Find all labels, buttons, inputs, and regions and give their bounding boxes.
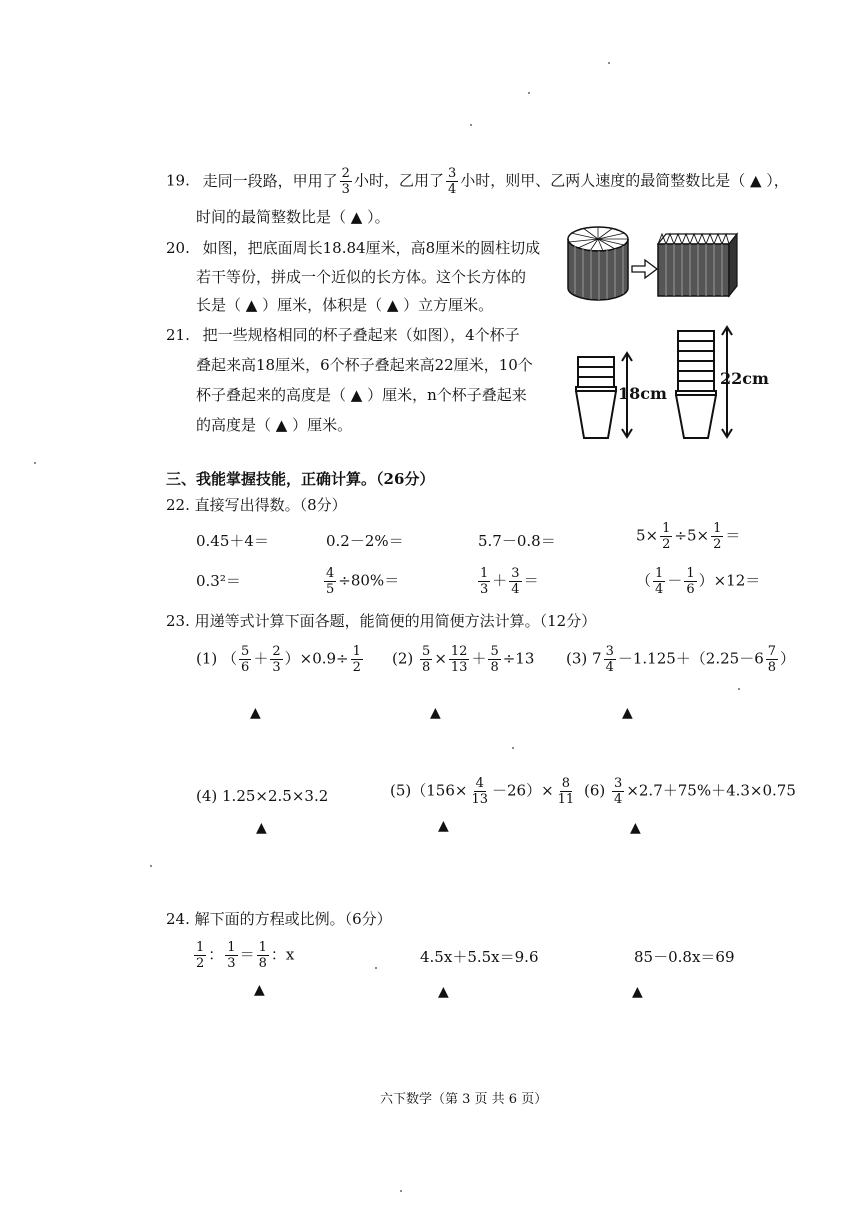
speck <box>512 747 514 749</box>
question-20-line2: 若干等份，拼成一个近似的长方体。这个长方体的 <box>196 268 527 286</box>
cups-height-label-small: 18cm <box>618 384 667 403</box>
question-text: 如图，把底面周长18.84厘米，高8厘米的圆柱切成 <box>202 239 541 257</box>
question-20 <box>166 237 540 259</box>
question-21-line4: 的高度是（ ▲ ）厘米。 <box>196 416 353 434</box>
question-20-line3: 长是（ ▲ ）厘米，体积是（ ▲ ）立方厘米。 <box>196 296 494 314</box>
calc-22-8: （ $\frac{1}{4}$ － $\frac{1}{6}$ ）×12＝ <box>636 566 761 597</box>
speck <box>528 92 530 94</box>
calc-22-4: 5× $\frac{1}{2}$ ÷5× $\frac{1}{2}$ ＝ <box>636 521 741 552</box>
speck <box>34 462 36 464</box>
speck <box>400 1190 402 1192</box>
question-text: 把一些规格相同的杯子叠起来（如图），4个杯子 <box>202 326 520 344</box>
speck <box>608 62 610 64</box>
calc-23-3: (3) 7 $\frac{3}{4}$ －1.125＋（2.25－6 $\frac{7}{8}$ ） <box>566 644 796 675</box>
section-3-title: 三、我能掌握技能，正确计算。（26分） <box>166 470 435 488</box>
equation-24-3: 85－0.8x＝69 <box>634 948 735 966</box>
calc-23-5: (5)（156× $\frac{4}{13}$ －26）× $\frac{8}{11}$ <box>390 776 575 807</box>
question-number: 19. <box>166 171 190 190</box>
speck <box>150 865 152 867</box>
answer-mark: ▲ <box>438 984 449 1000</box>
question-22-title: 22. 直接写出得数。（8分） <box>166 496 347 514</box>
question-19 <box>166 166 789 197</box>
calc-22-2: 0.2－2%＝ <box>326 532 404 550</box>
question-number: 21. <box>166 326 190 344</box>
calc-23-4: (4) 1.25×2.5×3.2 <box>196 787 329 805</box>
question-number: 20. <box>166 239 190 257</box>
calc-22-7: $\frac{1}{3}$ ＋ $\frac{3}{4}$ ＝ <box>480 566 539 597</box>
speck <box>375 967 377 969</box>
answer-mark: ▲ <box>438 818 449 834</box>
calc-22-3: 5.7－0.8＝ <box>478 532 556 550</box>
calc-22-6: $\frac{4}{5}$ ÷80%＝ <box>326 566 400 597</box>
calc-23-1: (1) （ $\frac{5}{6}$ ＋ $\frac{2}{3}$ ）×0.9÷ $\frac{1}{2}$ <box>196 644 361 675</box>
question-text: 小时，乙用了 <box>353 171 444 190</box>
question-text: 走同一段路，甲用了 <box>202 171 338 190</box>
question-21-line3: 杯子叠起来的高度是（ ▲ ）厘米，n个杯子叠起来 <box>196 386 527 404</box>
answer-mark: ▲ <box>254 982 265 998</box>
cups-height-label-big: 22cm <box>720 369 769 388</box>
calc-23-2: (2) $\frac{5}{8}$ × $\frac{12}{13}$ ＋ $\frac{5}{8}$ ÷13 <box>392 644 535 675</box>
question-24-title: 24. 解下面的方程或比例。（6分） <box>166 910 392 928</box>
calc-23-6: (6) $\frac{3}{4}$ ×2.7＋75%＋4.3×0.75 <box>584 776 796 807</box>
equation-24-1: $\frac{1}{2}$ ： $\frac{1}{3}$ ＝ $\frac{1}{8}$ ：x <box>196 940 295 971</box>
calc-22-1: 0.45＋4＝ <box>196 532 269 550</box>
question-23-title: 23. 用递等式计算下面各题，能简便的用简便方法计算。（12分） <box>166 612 597 630</box>
fraction: $\frac{2}{3}$ <box>341 166 350 197</box>
question-19-line2: 时间的最简整数比是（ ▲ ）。 <box>196 208 390 226</box>
cylinder-to-cuboid-figure <box>565 222 745 304</box>
equation-24-2: 4.5x＋5.5x＝9.6 <box>420 948 539 966</box>
answer-mark: ▲ <box>632 984 643 1000</box>
question-21-line2: 叠起来高18厘米，6个杯子叠起来高22厘米，10个 <box>196 356 533 374</box>
fraction: $\frac{3}{4}$ <box>447 166 457 197</box>
speck <box>470 124 472 126</box>
answer-mark: ▲ <box>622 705 633 721</box>
answer-mark: ▲ <box>630 820 641 836</box>
question-text: 小时，则甲、乙两人速度的最简整数比是（ ▲ ）， <box>460 171 789 190</box>
page-footer: 六下数学（第 3 页 共 6 页） <box>380 1092 548 1107</box>
answer-mark: ▲ <box>250 705 261 721</box>
speck <box>738 688 740 690</box>
calc-22-5: 0.3²＝ <box>196 572 241 590</box>
answer-mark: ▲ <box>256 820 267 836</box>
question-21 <box>166 324 520 346</box>
answer-mark: ▲ <box>430 705 441 721</box>
